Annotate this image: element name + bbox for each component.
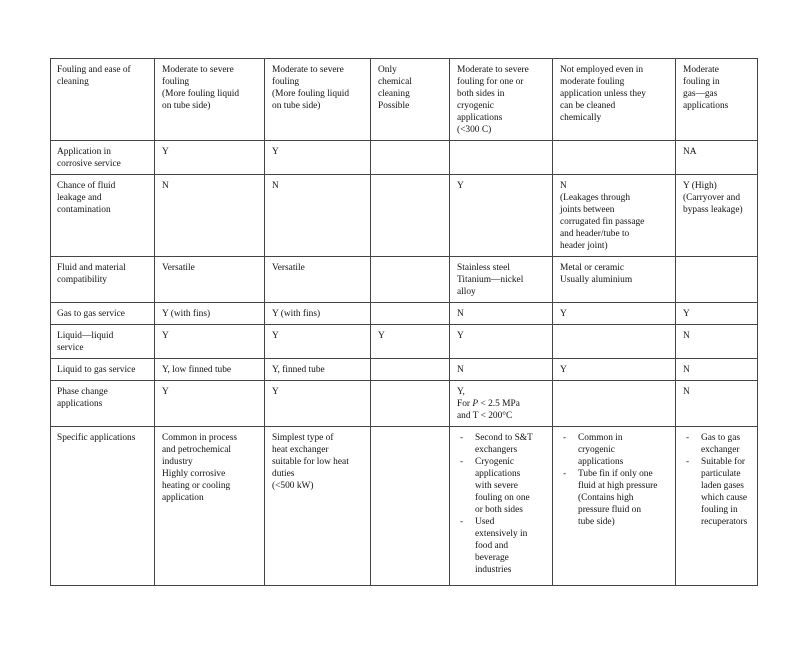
cell-text-line: service — [57, 343, 84, 353]
cell-text-line: Y — [162, 147, 169, 157]
cell-text-line: Versatile — [162, 263, 195, 273]
cell-text-line: cryogenic — [578, 445, 615, 455]
cell-text-line: and header/tube to — [560, 229, 630, 239]
row-header-cell — [51, 359, 155, 381]
cell-text-line: fouling — [272, 77, 300, 87]
cell-text-line: chemically — [560, 113, 602, 123]
table-cell — [553, 303, 676, 325]
cell-text-line: cleaning — [378, 89, 410, 99]
cell-text-line: fouling on one — [475, 493, 530, 503]
cell-text-line: particulate — [701, 469, 741, 479]
table-cell — [676, 257, 758, 303]
cell-text-line: Usually aluminium — [560, 275, 633, 285]
cell-text-line: contamination — [57, 205, 111, 215]
table-cell — [676, 427, 758, 586]
pressure-limit — [457, 398, 546, 410]
table-cell — [676, 325, 758, 359]
cell-text-line: applications — [475, 469, 521, 479]
bullet-list — [560, 432, 669, 528]
table-body — [51, 59, 758, 586]
table-cell — [371, 325, 450, 359]
cell-text-line: industry — [162, 457, 193, 467]
cell-text-line: chemical — [378, 77, 412, 87]
cell-text-line: joints between — [560, 205, 615, 215]
table-cell — [553, 59, 676, 141]
row-header-cell — [51, 175, 155, 257]
cell-text-line: N — [457, 365, 464, 375]
cell-text-line: Specific applications — [57, 433, 136, 443]
bullet-item — [457, 456, 546, 516]
cell-text-line: pressure fluid on — [578, 505, 642, 515]
table-cell — [553, 381, 676, 427]
table-cell — [265, 359, 371, 381]
cell-text-line: N — [683, 387, 690, 397]
cell-text-line: corrosive service — [57, 159, 121, 169]
cell-text-line: Moderate — [683, 65, 719, 75]
cell-text-line: laden gases — [701, 481, 744, 491]
table-cell — [450, 427, 553, 586]
cell-text-line: cleaning — [57, 77, 89, 87]
cell-text-line: Y — [162, 331, 169, 341]
table-cell — [371, 257, 450, 303]
table-cell — [265, 257, 371, 303]
cell-text-line: N — [560, 181, 567, 191]
row-header-cell — [51, 59, 155, 141]
table-cell — [553, 257, 676, 303]
table-cell — [676, 359, 758, 381]
cell-text-line: both sides in — [457, 89, 505, 99]
table-cell — [155, 257, 265, 303]
cell-text-line: or both sides — [475, 505, 523, 515]
cell-text-line: applications — [578, 457, 624, 467]
table-cell — [450, 59, 553, 141]
cell-text-line: heating or cooling — [162, 481, 231, 491]
bullet-item — [457, 432, 546, 456]
cell-text-line: Y — [162, 387, 169, 397]
cell-text-line: Y — [560, 309, 567, 319]
cell-text-line: (<500 kW) — [272, 481, 314, 491]
table-row — [51, 303, 758, 325]
table-cell — [450, 359, 553, 381]
cell-text-line: N — [272, 181, 279, 191]
table-cell — [155, 427, 265, 586]
cell-text-line: N — [683, 365, 690, 375]
cell-text-line: Moderate to severe — [162, 65, 234, 75]
cell-text-line: Moderate to severe — [272, 65, 344, 75]
cell-text-line: fluid at high pressure — [578, 481, 658, 491]
cell-text-line: (More fouling liquid — [272, 89, 350, 99]
table-cell — [155, 359, 265, 381]
row-header-cell — [51, 325, 155, 359]
cell-text-line: Y — [272, 147, 279, 157]
cell-text-line: applications — [683, 101, 729, 111]
row-header-cell — [51, 141, 155, 175]
cell-text-line: Y — [378, 331, 385, 341]
table-cell — [553, 427, 676, 586]
cell-text-line: fouling — [162, 77, 190, 87]
cell-text-line: exchanger — [701, 445, 740, 455]
cell-text-line: Fluid and material — [57, 263, 126, 273]
bullet-item — [683, 432, 751, 456]
cell-text-line: fouling in — [683, 77, 720, 87]
cell-text-line: Y — [683, 309, 690, 319]
cell-text-line: (Carryover and — [683, 193, 741, 203]
table-cell — [265, 427, 371, 586]
table-cell — [265, 59, 371, 141]
cell-text-line: (Leakages through — [560, 193, 631, 203]
table-row — [51, 175, 758, 257]
comparison-table — [50, 58, 758, 586]
table-cell — [450, 141, 553, 175]
cell-text-line: (More fouling liquid — [162, 89, 240, 99]
cell-text-line: Possible — [378, 101, 410, 111]
table-row — [51, 325, 758, 359]
cell-text-line: - Gas to gas — [701, 433, 741, 443]
cell-text-line: Common in process — [162, 433, 237, 443]
cell-text-line: Chance of fluid — [57, 181, 116, 191]
table-row — [51, 59, 758, 141]
cell-text-line: - Second to S&T — [475, 433, 533, 443]
table-cell — [265, 325, 371, 359]
table-cell — [155, 325, 265, 359]
cell-text-line: tube side) — [578, 517, 615, 527]
table-cell — [553, 359, 676, 381]
cell-text-line: fouling for one or — [457, 77, 524, 87]
table-cell — [450, 175, 553, 257]
bullet-item — [683, 456, 751, 528]
cell-text-line: can be cleaned — [560, 101, 616, 111]
cell-text-line: heat exchanger — [272, 445, 329, 455]
cell-text-line: Liquid to gas service — [57, 365, 136, 375]
cell-text-line: beverage — [475, 553, 509, 563]
cell-text-line: Versatile — [272, 263, 305, 273]
cell-text-line: header joint) — [560, 241, 608, 251]
table-cell — [371, 303, 450, 325]
table-cell — [371, 359, 450, 381]
temperature-limit: and T < 200°C — [457, 411, 513, 421]
table-cell — [676, 175, 758, 257]
cell-text-line: applications — [457, 113, 503, 123]
cell-text-line: - Suitable for — [701, 457, 746, 467]
cell-text-line: recuperators — [701, 517, 748, 527]
cell-text-line: bypass leakage) — [683, 205, 743, 215]
table-cell — [676, 303, 758, 325]
cell-text-line: exchangers — [475, 445, 518, 455]
table-cell — [371, 175, 450, 257]
cell-text-line: Stainless steel — [457, 263, 510, 273]
bullet-list — [683, 432, 751, 528]
table-cell — [676, 141, 758, 175]
bullet-item — [457, 516, 546, 576]
cell-text-line: Gas to gas service — [57, 309, 125, 319]
table-cell — [676, 381, 758, 427]
cell-text-line: Y (with fins) — [162, 309, 211, 319]
cell-text-line: application — [162, 493, 204, 503]
row-header-cell — [51, 381, 155, 427]
cell-text-line: Y, finned tube — [272, 365, 325, 375]
cell-text-line: fouling in — [701, 505, 738, 515]
cell-text-line: suitable for low heat — [272, 457, 349, 467]
table-cell — [371, 427, 450, 586]
cell-text-line: - Common in — [578, 433, 623, 443]
table-row — [51, 359, 758, 381]
row-header-cell — [51, 303, 155, 325]
cell-text-line: Titanium—nickel — [457, 275, 524, 285]
table-cell — [155, 141, 265, 175]
cell-text-line: N — [162, 181, 169, 191]
bullet-item — [560, 432, 669, 468]
cell-text-line: which cause — [701, 493, 748, 503]
cell-text-line: alloy — [457, 287, 476, 297]
table-cell — [553, 325, 676, 359]
cell-text-line: Y, low finned tube — [162, 365, 232, 375]
cell-text-line: Y — [560, 365, 567, 375]
cell-text-line: Phase change — [57, 387, 108, 397]
cell-text-line: N — [683, 331, 690, 341]
cell-text-line: Not employed even in — [560, 65, 644, 75]
cell-text-line: with severe — [475, 481, 518, 491]
table-row — [51, 381, 758, 427]
cell-text-line: extensively in — [475, 529, 528, 539]
table-cell — [371, 59, 450, 141]
cell-text-line: Y — [272, 387, 279, 397]
cell-text-line: Metal or ceramic — [560, 263, 625, 273]
cell-text-line: (<300 C) — [457, 125, 492, 135]
pressure-prefix: For — [457, 399, 471, 409]
cell-text-line: duties — [272, 469, 295, 479]
cell-text-line: (Contains high — [578, 493, 634, 503]
table-cell — [265, 175, 371, 257]
cell-text-line: corrugated fin passage — [560, 217, 645, 227]
cell-text-line: Y — [457, 331, 464, 341]
table-row — [51, 427, 758, 586]
cell-text-line: Highly corrosive — [162, 469, 226, 479]
cell-text-line: Fouling and ease of — [57, 65, 131, 75]
cell-text-line: on tube side) — [162, 101, 211, 111]
table-cell — [450, 325, 553, 359]
cell-text-line: and petrochemical — [162, 445, 231, 455]
table-row — [51, 141, 758, 175]
cell-text-line: Y (with fins) — [272, 309, 321, 319]
table-cell — [155, 303, 265, 325]
bullet-list — [457, 432, 546, 576]
cell-text-line: gas—gas — [683, 89, 718, 99]
row-header-cell — [51, 427, 155, 586]
table-cell — [450, 381, 553, 427]
pressure-variable: P — [472, 399, 479, 409]
table-cell — [155, 59, 265, 141]
cell-text-line: Y — [457, 181, 464, 191]
row-header-cell — [51, 257, 155, 303]
table-cell — [553, 175, 676, 257]
cell-text-line: - Tube fin if only one — [578, 469, 653, 479]
cell-text-line: NA — [683, 147, 697, 157]
cell-text-line: moderate fouling — [560, 77, 625, 87]
cell-text-line: Y, — [457, 387, 465, 397]
pressure-value: < 2.5 MPa — [478, 399, 520, 409]
bullet-item — [560, 468, 669, 528]
cell-text-line: N — [457, 309, 464, 319]
table-cell — [676, 59, 758, 141]
cell-text-line: Y (High) — [683, 181, 717, 191]
cell-text-line: leakage and — [57, 193, 102, 203]
table-cell — [155, 381, 265, 427]
table-cell — [265, 381, 371, 427]
table-cell — [450, 257, 553, 303]
cell-text-line: - Cryogenic — [475, 457, 515, 467]
cell-text-line: compatibility — [57, 275, 107, 285]
table-cell — [450, 303, 553, 325]
cell-text-line: food and — [475, 541, 509, 551]
cell-text-line: on tube side) — [272, 101, 321, 111]
table-row — [51, 257, 758, 303]
table-cell — [371, 141, 450, 175]
cell-text-line: Moderate to severe — [457, 65, 529, 75]
table-cell — [265, 141, 371, 175]
cell-text-line: application unless they — [560, 89, 646, 99]
cell-text-line: Application in — [57, 147, 111, 157]
table-cell — [265, 303, 371, 325]
cell-text-line: Simplest type of — [272, 433, 334, 443]
cell-text-line: applications — [57, 399, 103, 409]
table-cell — [155, 175, 265, 257]
cell-text-line: cryogenic — [457, 101, 494, 111]
cell-text-line: Only — [378, 65, 397, 75]
cell-text-line: Y — [272, 331, 279, 341]
cell-text-line: Liquid—liquid — [57, 331, 114, 341]
cell-text-line: industries — [475, 565, 512, 575]
cell-text-line: - Used — [475, 517, 495, 527]
table-cell — [553, 141, 676, 175]
table-cell — [371, 381, 450, 427]
